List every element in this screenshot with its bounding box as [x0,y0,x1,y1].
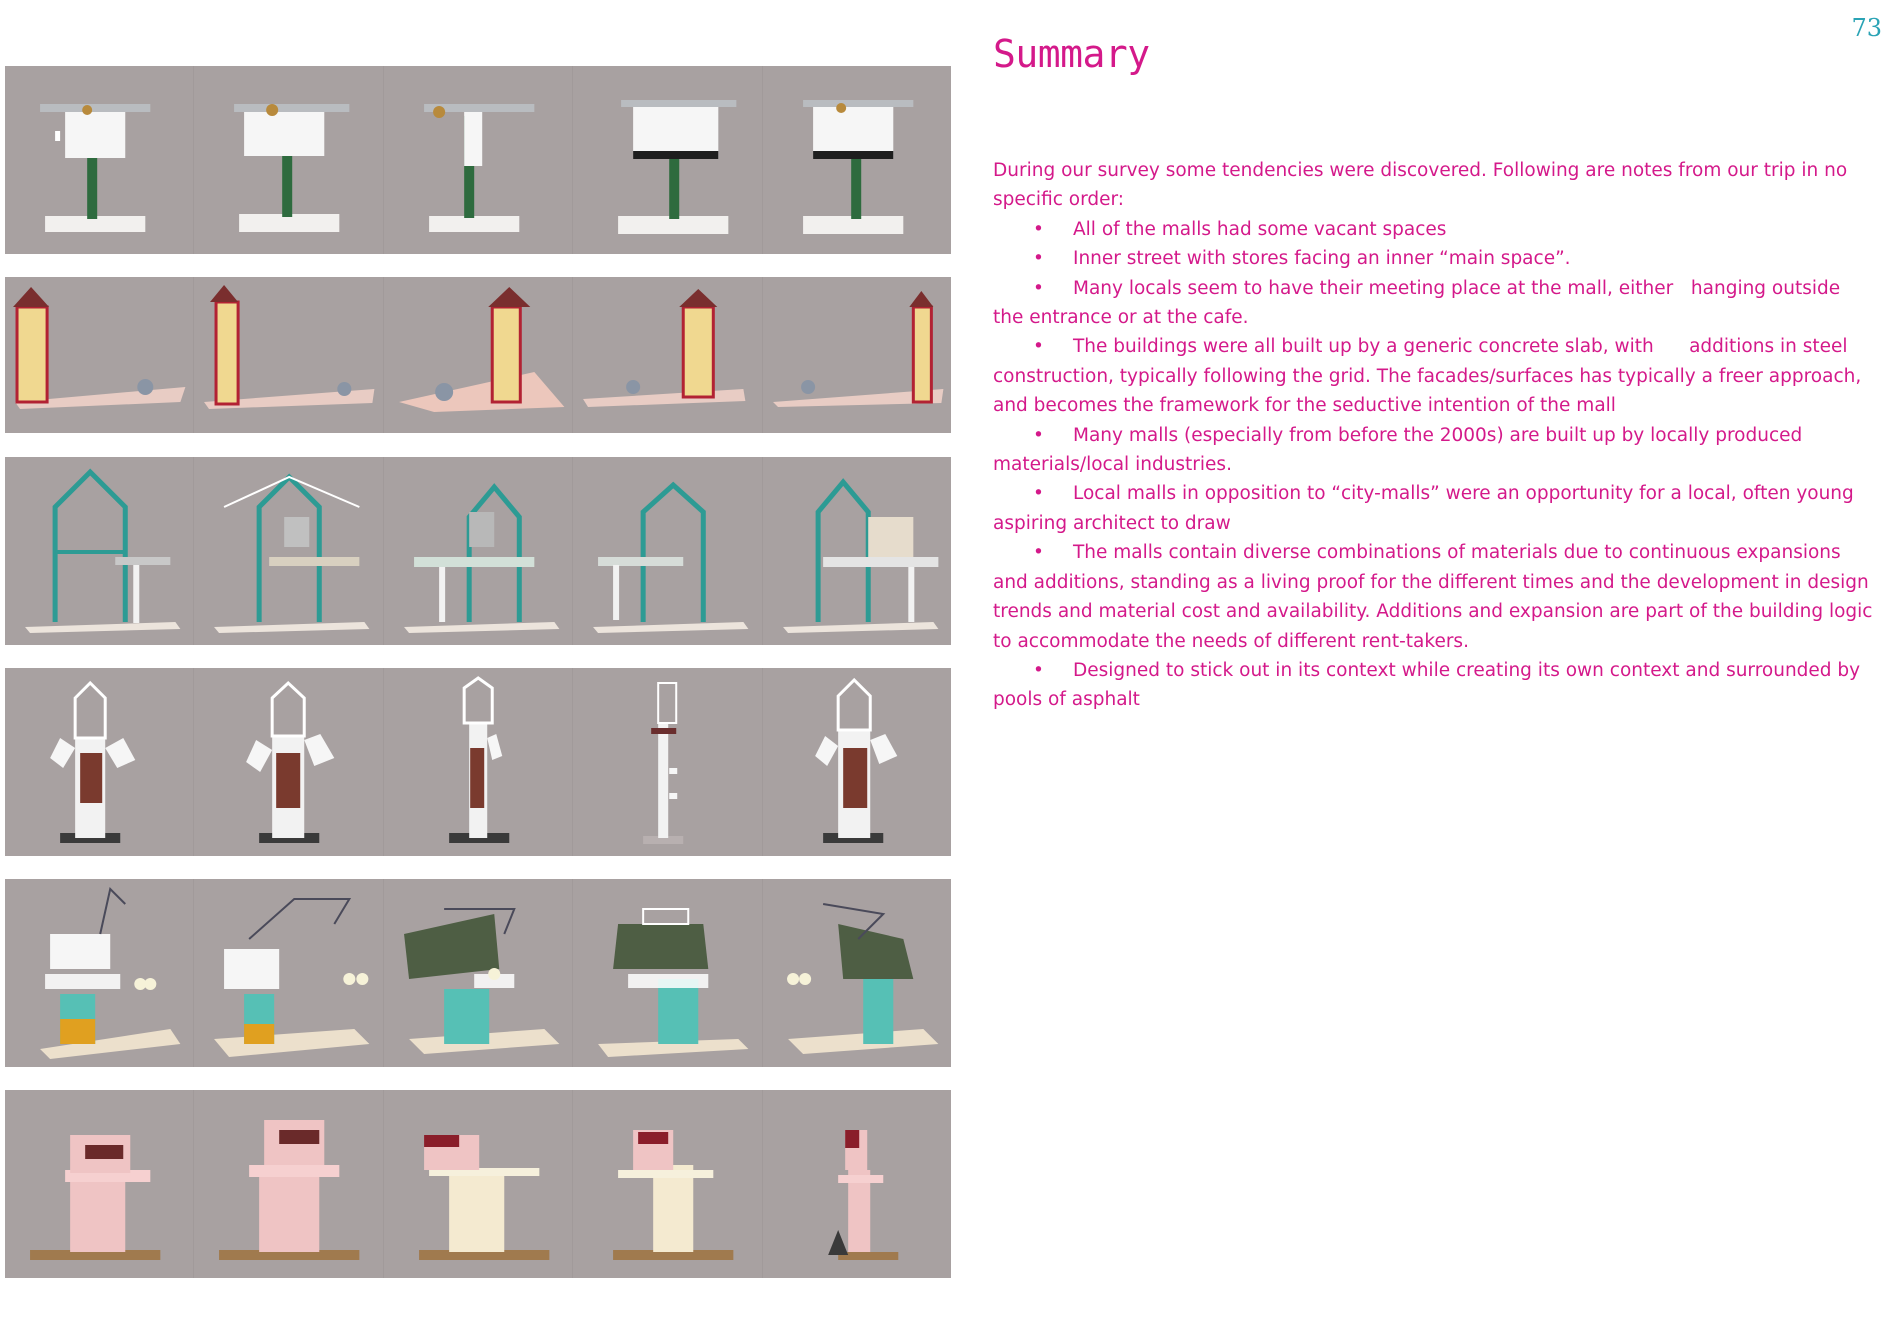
bullet-text: Inner street with stores facing an inner “main space”. [1073,248,1571,270]
photo-row-3 [5,457,951,645]
bullet-dot-icon: • [1033,248,1044,270]
model-photo [573,277,762,433]
bullet-dot-icon: • [1033,277,1044,299]
bullet-dot-icon: • [1033,483,1044,505]
bullet-item [993,421,1873,480]
photo-row-4 [5,668,951,856]
model-photo [5,66,194,254]
model-photo [763,277,951,433]
model-photo [384,879,573,1067]
bullet-dot-icon: • [1033,218,1044,240]
bullet-item [993,656,1873,715]
bullet-text: Designed to stick out in its context while creating its own context and surrounded by pools of asphalt [993,659,1861,711]
bullet-dot-icon: • [1033,659,1044,681]
bullet-item [993,479,1873,538]
model-photo [384,277,573,433]
photo-row-2 [5,277,951,433]
model-photo [5,457,194,645]
bullet-text: The buildings were all built up by a generic concrete slab, with additions in steel construction, typically following the grid. The facades/surfaces has typically a freer approach, and becomes the framework for the seductive intention of the mall [993,336,1868,417]
model-photo [194,1090,383,1278]
bullet-item [993,244,1873,273]
model-photo [384,457,573,645]
summary-body [993,156,1873,715]
model-photo [573,66,762,254]
bullet-text: Local malls in opposition to “city-malls” were an opportunity for a local, often young aspiring architect to draw [993,483,1854,534]
model-photo [384,1090,573,1278]
model-photo [5,879,194,1067]
model-photo [384,66,573,254]
model-photo [384,668,573,856]
model-photo [763,457,951,645]
photo-row-6 [5,1090,951,1278]
bullet-dot-icon: • [1033,336,1044,358]
bullet-item [993,215,1873,244]
model-photo [763,668,951,856]
model-photo [5,668,194,856]
photo-row-1 [5,66,951,254]
model-photo [763,66,951,254]
bullet-text: Many locals seem to have their meeting place at the mall, either hanging outside the entrance or at the cafe. [993,277,1847,329]
bullet-dot-icon: • [1033,542,1044,564]
summary-text-column [993,32,1873,715]
model-photo [573,1090,762,1278]
model-photo [5,277,194,433]
bullet-item [993,538,1873,656]
bullet-dot-icon: • [1033,424,1044,446]
bullet-item [993,274,1873,333]
bullet-text: The malls contain diverse combinations of materials due to continuous expansions and additions, standing as a living proof for the different times and the development in design trends and material cost and availability. Additions and expansion are part of the building logic to accommodate the needs of different rent-takers. [993,542,1873,652]
model-photo [573,668,762,856]
photo-row-5 [5,879,951,1067]
model-photo [763,879,951,1067]
model-photo [573,457,762,645]
page-title: Summary [993,32,1150,76]
model-photo [194,66,383,254]
intro-paragraph: During our survey some tendencies were discovered. Following are notes from our trip in no specific order: [993,160,1848,211]
model-photo-grid [5,66,951,1301]
model-photo [194,457,383,645]
bullet-item [993,332,1873,420]
model-photo [194,668,383,856]
model-photo [763,1090,951,1278]
model-photo [5,1090,194,1278]
page-number: 73 [1851,14,1882,42]
bullet-text: All of the malls had some vacant spaces [1073,218,1447,240]
model-photo [194,277,383,433]
model-photo [573,879,762,1067]
bullet-text: Many malls (especially from before the 2000s) are built up by locally produced materials/local industries. [993,424,1803,476]
model-photo [194,879,383,1067]
